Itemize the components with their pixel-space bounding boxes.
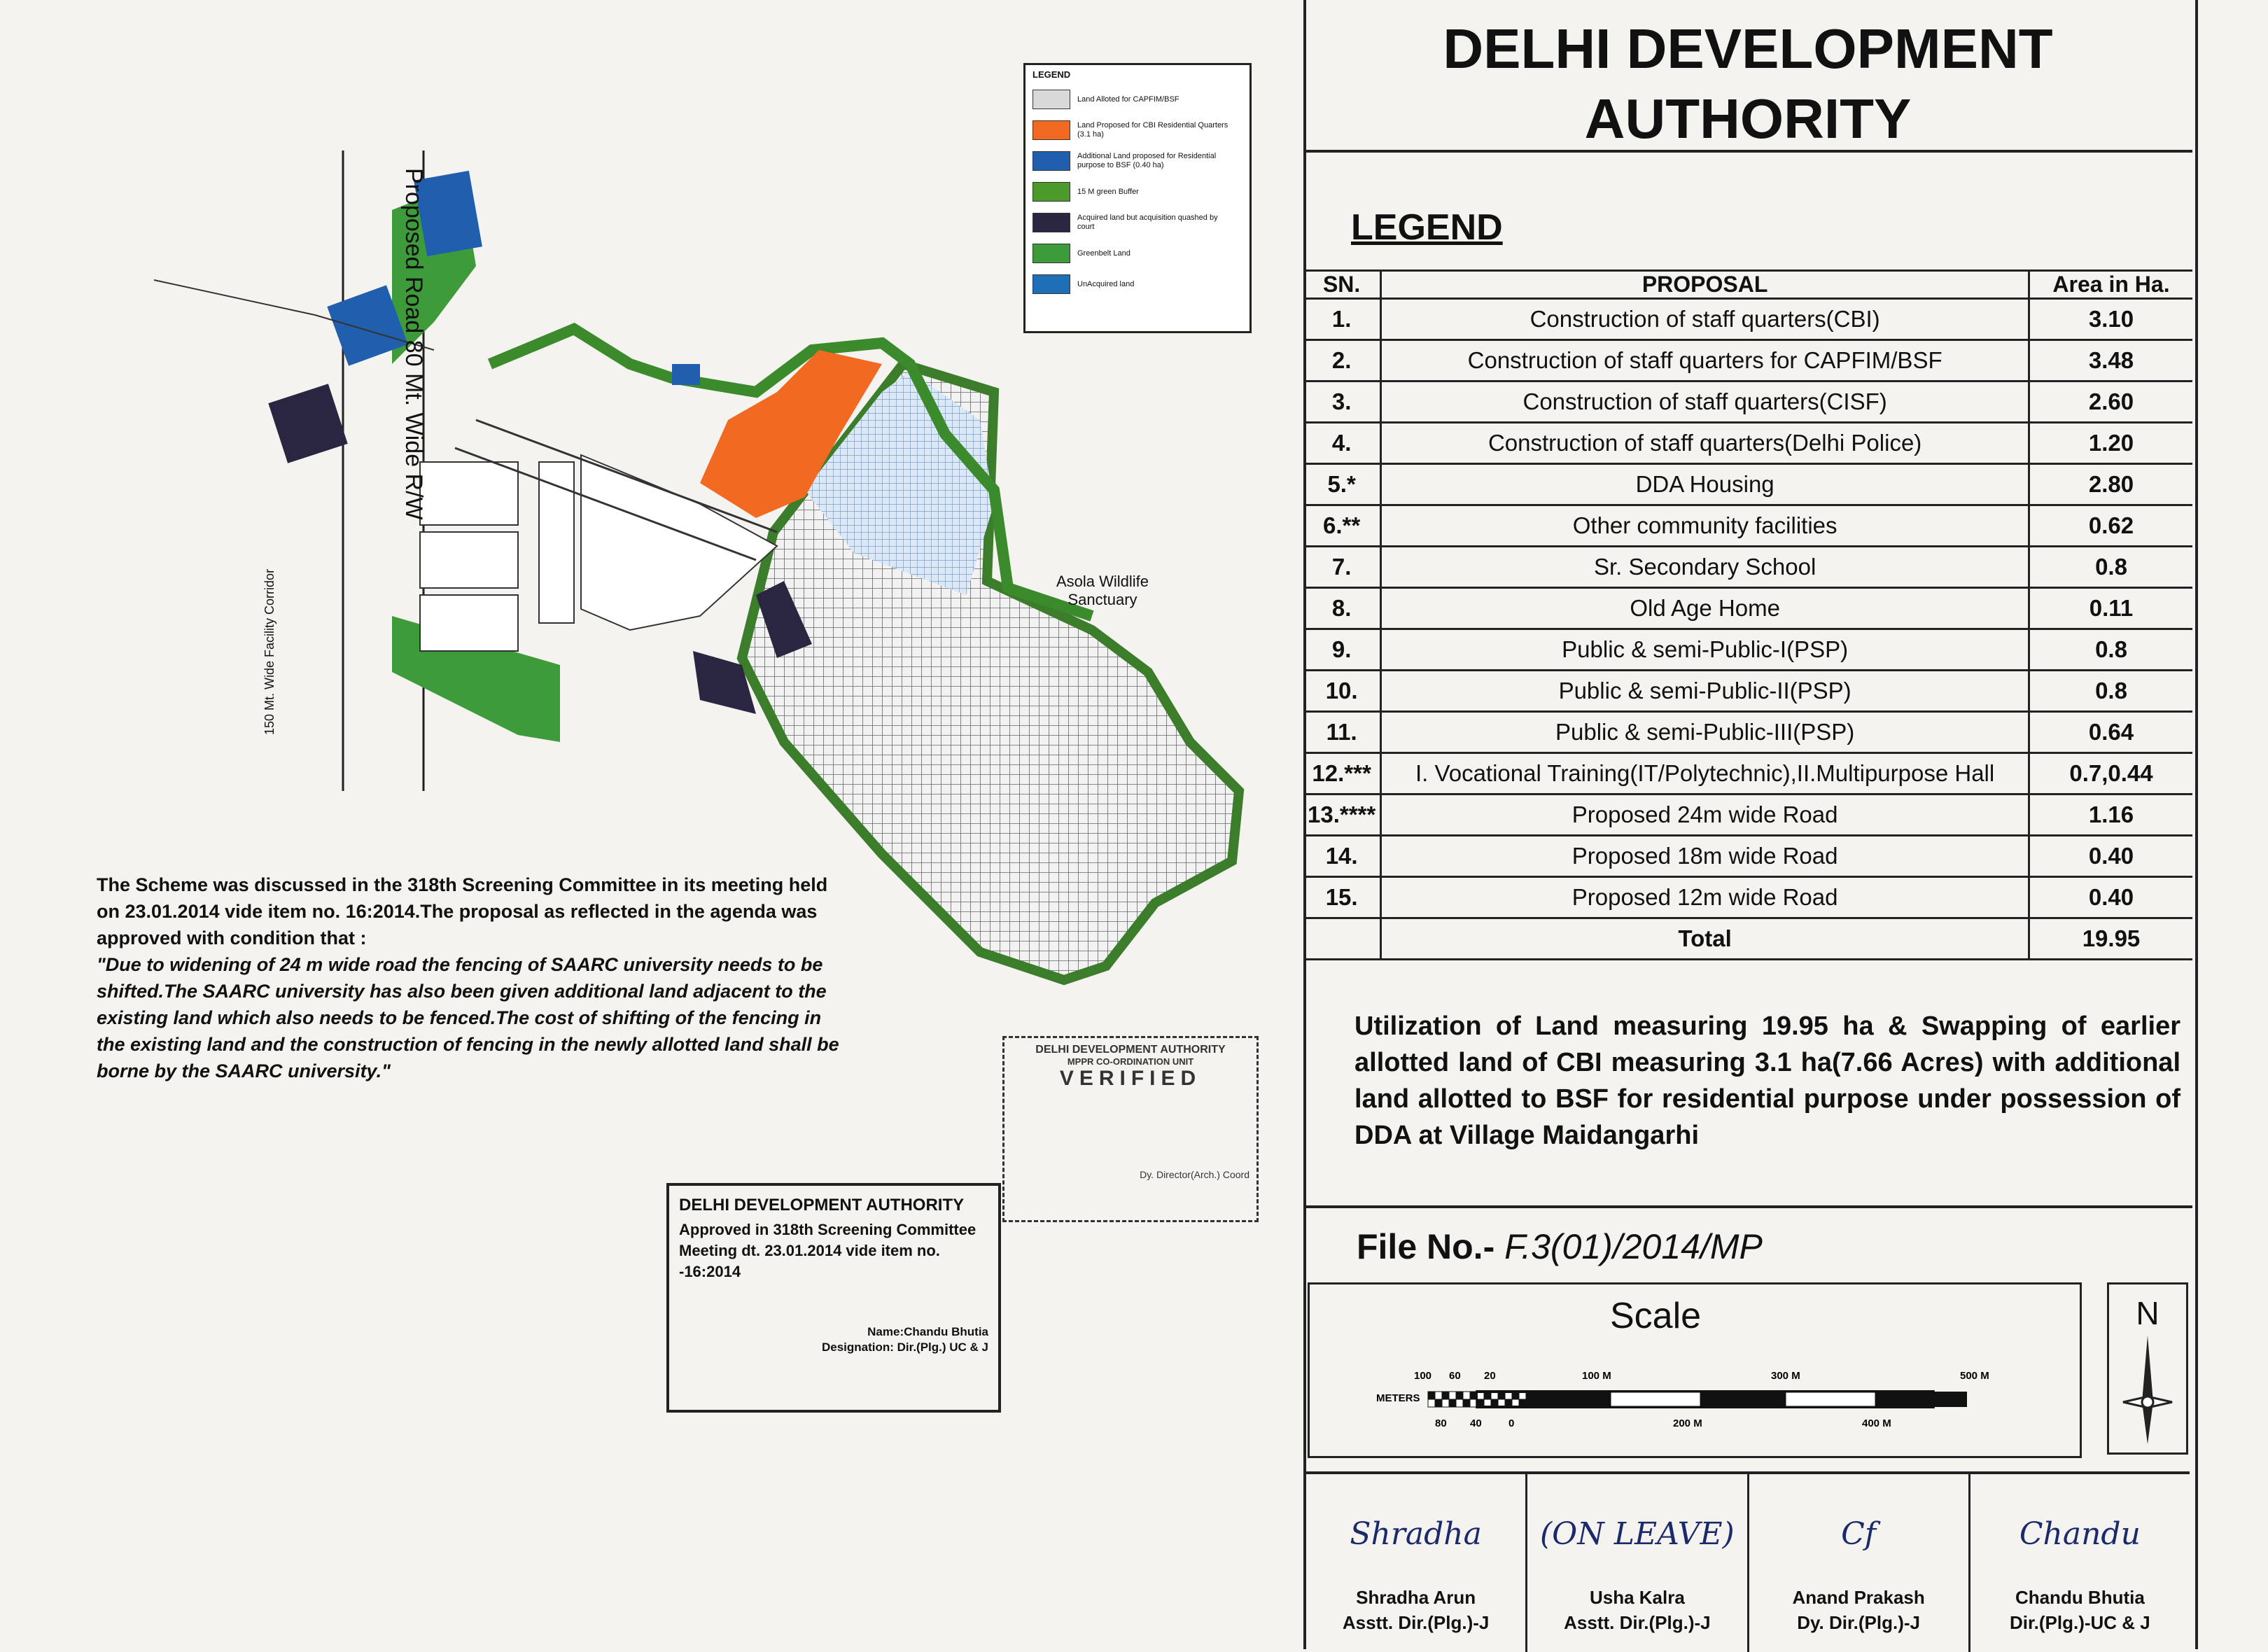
table-row [1303,753,2192,794]
title-divider [1303,150,2192,153]
verified-stamp-header: DELHI DEVELOPMENT AUTHORITY [1035,1044,1226,1056]
cell-area: 3.48 [2029,340,2193,382]
scale-bar [1372,1351,2016,1442]
legend-label: 15 M green Buffer [1077,187,1139,196]
total-label: Total [1381,918,2029,960]
scale-tick-top: 100 [1414,1370,1432,1382]
table-header-row [1303,271,2192,299]
table-row [1303,836,2192,877]
scale-tick-bottom: 400 M [1862,1418,1891,1429]
cell-area: 0.11 [2029,588,2193,629]
signature-cell [1970,1474,2190,1652]
cell-sn: 7. [1303,547,1381,588]
scale-tick-bottom: 80 [1435,1418,1447,1429]
cell-sn: 15. [1303,877,1381,918]
cell-proposal: Other community facilities [1381,505,2029,547]
legend-swatch [1032,151,1070,171]
cell-proposal: Proposed 12m wide Road [1381,877,2029,918]
legend-swatch [1032,182,1070,202]
signatory-name: Usha Kalra [1589,1587,1685,1608]
cell-area: 1.20 [2029,423,2193,464]
cell-sn: 5.* [1303,464,1381,505]
approved-stamp [666,1183,1001,1413]
verified-stamp-footer: Dy. Director(Arch.) Coord [1140,1169,1250,1180]
scale-tick-bottom: 40 [1470,1418,1482,1429]
cell-proposal: DDA Housing [1381,464,2029,505]
table-row [1303,340,2192,382]
cell-area: 0.8 [2029,671,2193,712]
signatory-designation: Asstt. Dir.(Plg.)-J [1564,1612,1711,1633]
cell-sn: 14. [1303,836,1381,877]
signatory-name: Anand Prakash [1792,1587,1925,1608]
cell-sn: 10. [1303,671,1381,712]
file-number [1357,1226,1763,1267]
verified-stamp-word: VERIFIED [1059,1067,1202,1090]
cell-area: 3.10 [2029,299,2193,340]
note-quote: "Due to widening of 24 m wide road the fencing of SAARC university needs to be shifted.The SAARC university has also been given additional land adjacent to the existing land which also needs to be fenced.The cost of shifting of the fencing in the existing land and the construction of fencing in the newly allotted land shall be borne by the SAARC university." [97,954,839,1082]
cell-area: 0.40 [2029,836,2193,877]
cell-proposal: Sr. Secondary School [1381,547,2029,588]
legend-heading: LEGEND [1351,207,1503,248]
legend-label: Land Proposed for CBI Residential Quarters (3.1 ha) [1077,121,1228,139]
table-row [1303,299,2192,340]
signature-block [1306,1471,2190,1652]
cell-area: 2.80 [2029,464,2193,505]
cell-area: 0.8 [2029,629,2193,671]
cell-proposal: Public & semi-Public-II(PSP) [1381,671,2029,712]
legend-label: Land Alloted for CAPFIM/BSF [1077,94,1180,104]
map-legend-item [1026,269,1250,300]
verified-stamp-unit: MPPR CO-ORDINATION UNIT [1067,1056,1194,1067]
table-row [1303,588,2192,629]
cell-sn: 8. [1303,588,1381,629]
legend-swatch [1032,213,1070,232]
legend-label: Greenbelt Land [1077,248,1130,258]
signature-cell [1527,1474,1749,1652]
map-legend-item [1026,238,1250,269]
map-legend-item [1026,146,1250,176]
table-row [1303,505,2192,547]
legend-label: Additional Land proposed for Residential purpose to BSF (0.40 ha) [1077,152,1217,169]
cell-sn [1303,918,1381,960]
compass-icon [2109,1332,2186,1451]
signature-handwriting: Shradha [1350,1516,1482,1552]
cell-area: 0.64 [2029,712,2193,753]
scale-tick-top: 500 M [1960,1370,1989,1382]
file-number-value: F.3(01)/2014/MP [1504,1227,1763,1266]
cell-area: 1.16 [2029,794,2193,836]
table-row [1303,712,2192,753]
verified-stamp [1002,1036,1259,1222]
map-legend-item [1026,176,1250,207]
legend-swatch [1032,90,1070,109]
cell-proposal: Old Age Home [1381,588,2029,629]
cell-proposal: Proposed 18m wide Road [1381,836,2029,877]
cell-proposal: Public & semi-Public-I(PSP) [1381,629,2029,671]
cell-sn: 2. [1303,340,1381,382]
title-line-2: AUTHORITY [1584,88,1912,150]
cell-proposal: Construction of staff quarters for CAPFIM/BSF [1381,340,2029,382]
legend-swatch [1032,244,1070,263]
signature-cell [1749,1474,1970,1652]
scale-tick-bottom: 200 M [1673,1418,1702,1429]
unacquired-parcel-3 [672,364,700,385]
col-proposal: PROPOSAL [1381,271,2029,299]
table-total-row [1303,918,2192,960]
north-arrow-box [2107,1282,2188,1455]
cell-area: 0.7,0.44 [2029,753,2193,794]
table-row [1303,464,2192,505]
road-label: Proposed Road 80 Mt. Wide R/W [400,168,427,520]
map-legend-item [1026,84,1250,115]
scale-tick-bottom: 0 [1508,1418,1515,1429]
cell-proposal: Construction of staff quarters(CISF) [1381,382,2029,423]
legend-label: Acquired land but acquisition quashed by court [1077,214,1218,231]
table-row [1303,794,2192,836]
scale-tick-top: 100 M [1582,1370,1611,1382]
cell-sn: 4. [1303,423,1381,464]
table-row [1303,547,2192,588]
page-title [1303,14,2192,154]
signature-handwriting: (ON LEAVE) [1540,1516,1735,1552]
cell-proposal: Proposed 24m wide Road [1381,794,2029,836]
cell-sn: 6.** [1303,505,1381,547]
legend-swatch [1032,274,1070,294]
approved-stamp-header: DELHI DEVELOPMENT AUTHORITY [679,1196,965,1214]
approved-stamp-designation: Designation: Dir.(Plg.) UC & J [821,1340,988,1354]
scale-title: Scale [1610,1296,1702,1336]
table-row [1303,629,2192,671]
file-number-label: File No.- [1357,1227,1495,1266]
table-row [1303,877,2192,918]
approved-stamp-name: Name:Chandu Bhutia [867,1325,988,1338]
table-row [1303,671,2192,712]
cell-sn: 1. [1303,299,1381,340]
scale-tick-top: 300 M [1771,1370,1800,1382]
cell-sn: 3. [1303,382,1381,423]
scale-tick-top: 60 [1449,1370,1461,1382]
signatory-designation: Dir.(Plg.)-UC & J [2009,1612,2150,1633]
legend-label: UnAcquired land [1077,279,1135,288]
corridor-label: 150 Mt. Wide Facility Corridor [262,568,276,735]
cell-sn: 13.**** [1303,794,1381,836]
map-legend [1023,63,1252,333]
north-label: N [2136,1295,2160,1331]
signatory-designation: Asstt. Dir.(Plg.)-J [1342,1612,1490,1633]
cell-area: 0.40 [2029,877,2193,918]
scale-unit: METERS [1376,1392,1420,1404]
signature-handwriting: Chandu [2019,1516,2141,1552]
cell-proposal: Public & semi-Public-III(PSP) [1381,712,2029,753]
col-area: Area in Ha. [2029,271,2193,299]
divider [1303,1205,2192,1208]
cell-area: 0.8 [2029,547,2193,588]
utilization-text: Utilization of Land measuring 19.95 ha & Swapping of earlier allotted land of CBI measuring 3.1 ha(7.66 Acres) with additional land allotted to BSF for residential purpose under possession of DDA at Village Maidangarhi [1354,1011,2180,1150]
cell-area: 0.62 [2029,505,2193,547]
signatory-name: Shradha Arun [1356,1587,1476,1608]
cell-sn: 12.*** [1303,753,1381,794]
cell-proposal: Construction of staff quarters(Delhi Police) [1381,423,2029,464]
quashed-parcel-1 [268,384,347,463]
note-intro: The Scheme was discussed in the 318th Screening Committee in its meeting held on 23.01.2014 vide item no. 16:2014.The proposal as reflected in the agenda was approved with condition that : [97,874,828,948]
cell-proposal: Construction of staff quarters(CBI) [1381,299,2029,340]
cell-proposal: I. Vocational Training(IT/Polytechnic),II.Multipurpose Hall [1381,753,2029,794]
col-sn: SN. [1303,271,1381,299]
proposal-table [1303,270,2192,960]
signatory-designation: Dy. Dir.(Plg.)-J [1797,1612,1921,1633]
legend-swatch [1032,120,1070,140]
signatory-name: Chandu Bhutia [2015,1587,2145,1608]
map-legend-item [1026,115,1250,146]
sanctuary-label: Asola Wildlife Sanctuary [1056,573,1149,608]
signature-handwriting: Cf [1841,1516,1877,1552]
signature-cell [1306,1474,1527,1652]
screening-note [97,872,853,1084]
map-legend-title: LEGEND [1032,69,1071,80]
map-legend-item [1026,207,1250,238]
cell-area: 2.60 [2029,382,2193,423]
cell-sn: 9. [1303,629,1381,671]
table-row [1303,423,2192,464]
cell-sn: 11. [1303,712,1381,753]
total-value: 19.95 [2029,918,2193,960]
approved-stamp-body: Approved in 318th Screening Committee Meeting dt. 23.01.2014 vide item no. -16:2014 [679,1221,976,1280]
scale-tick-top: 20 [1484,1370,1496,1382]
title-line-1: DELHI DEVELOPMENT [1443,18,2053,80]
table-row [1303,382,2192,423]
